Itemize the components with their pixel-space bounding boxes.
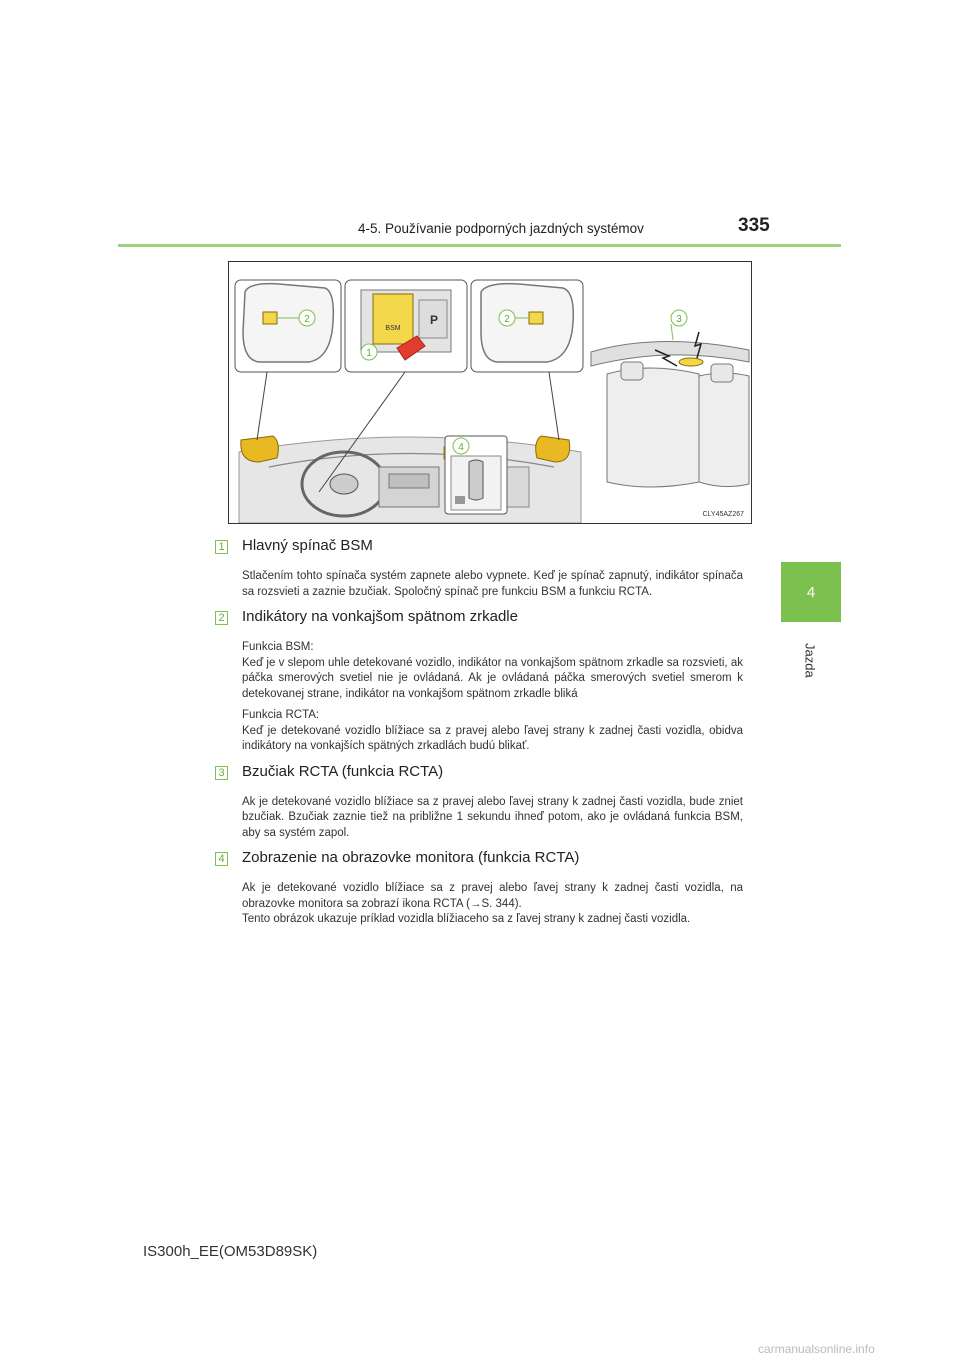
left-mirror-inset xyxy=(235,280,341,372)
manual-code-footer: IS300h_EE(OM53D89SK) xyxy=(143,1243,318,1260)
callout-1: 1 xyxy=(366,348,372,359)
item-number-badge: 2 xyxy=(215,611,228,625)
chapter-number: 4 xyxy=(806,583,816,601)
item-text: Funkcia RCTA: Keď je detekované vozidlo blížiace sa z pravej alebo ľavej strany k zadnej časti vozidla, obidva indikátory na vonkajších spätných zrkadlách budú blikať. xyxy=(242,709,743,752)
page-number: 335 xyxy=(738,215,770,236)
callout-2-left: 2 xyxy=(304,314,310,325)
item-text: Ak je detekované vozidlo blížiace sa z pravej alebo ľavej strany k zadnej časti vozidla, bude zniet bzučiak. Bzučiak zaznie tiež na približne 1 sekundu ihneď potom, ako je ovládaná funkcia BSM, aby sa systém zapol. xyxy=(242,795,743,839)
bsm-switch-inset xyxy=(345,280,467,372)
list-item xyxy=(215,763,743,842)
list-item xyxy=(215,608,743,755)
item-text: Stlačením tohto spínača systém zapnete alebo vypnete. Keď je spínač zapnutý, indikátor spínača sa rozsvieti a zaznie bzučiak. Spoločný spínač pre funkciu BSM a funkciu RCTA. xyxy=(242,570,743,598)
chapter-tab[interactable] xyxy=(781,562,841,622)
bsm-illustration xyxy=(228,261,752,524)
description-list xyxy=(215,537,743,936)
header-divider xyxy=(118,244,841,247)
rear-seat-scene xyxy=(589,262,751,523)
callout-2-right: 2 xyxy=(504,314,510,325)
item-number-badge: 1 xyxy=(215,540,228,554)
item-number-badge: 3 xyxy=(215,766,228,780)
chapter-label: Jazda xyxy=(802,642,818,678)
item-title: Hlavný spínač BSM xyxy=(242,537,373,554)
right-mirror-icon xyxy=(536,436,570,462)
item-text: Ak je detekované vozidlo blížiace sa z pravej alebo ľavej strany k zadnej časti vozidla, na obrazovke monitora sa zobrazí ikona RCTA (→S. 344). Tento obrázok ukazuje príklad vozidla blížiaceho sa z ľavej strany k zadnej časti vozidla. xyxy=(242,882,743,925)
monitor-inset xyxy=(445,436,507,514)
item-title: Indikátory na vonkajšom spätnom zrkadle xyxy=(242,608,518,625)
right-mirror-inset xyxy=(471,280,583,372)
item-title: Bzučiak RCTA (funkcia RCTA) xyxy=(242,762,444,780)
figure-code: CLY45AZ267 xyxy=(702,511,744,518)
watermark[interactable]: carmanualsonline.info xyxy=(758,1342,875,1356)
list-item xyxy=(215,537,743,600)
left-mirror-icon xyxy=(241,436,279,462)
item-text: Funkcia BSM: Keď je v slepom uhle detekované vozidlo, indikátor na vonkajšom spätnom zrkadle sa rozsvieti, ak páčka smerových svetiel nie je ovládaná. Ak je ovládaná páčka smerových svetiel smerom k detekovanej strane, indikátor na vonkajšom spätnom zrkadle bliká xyxy=(242,641,743,700)
bsm-switch-label: BSM xyxy=(385,325,401,332)
svg-text:P: P xyxy=(430,313,439,327)
callout-3: 3 xyxy=(676,314,682,325)
item-number-badge: 4 xyxy=(215,852,228,866)
section-title: 4-5. Používanie podporných jazdných systémov xyxy=(358,221,644,236)
item-title: Zobrazenie na obrazovke monitora (funkcia RCTA) xyxy=(242,849,580,866)
callout-4: 4 xyxy=(458,442,464,453)
list-item xyxy=(215,849,743,928)
